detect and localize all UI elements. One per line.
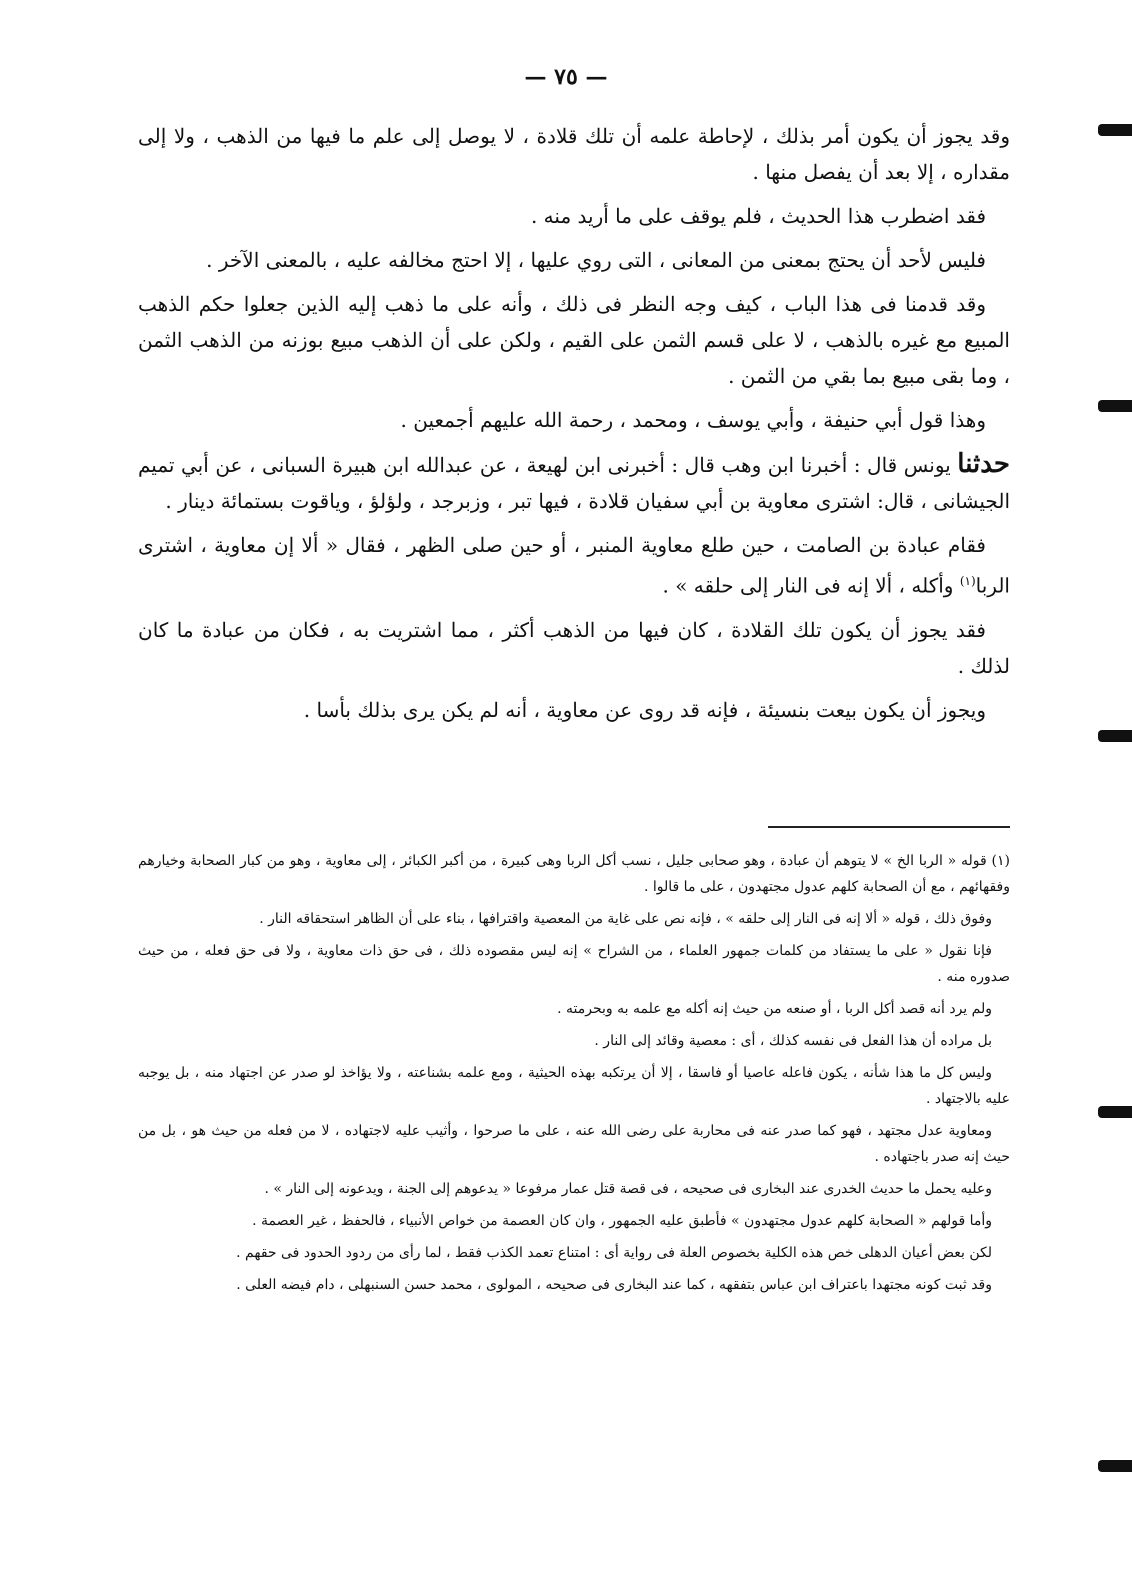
binding-mark <box>1098 124 1132 136</box>
footnote: بل مراده أن هذا الفعل فى نفسه كذلك ، أى : معصية وقائد إلى النار . <box>594 1033 992 1049</box>
paragraph: وقد قدمنا فى هذا الباب ، كيف وجه النظر فى ذلك ، وأنه على ما ذهب إليه الذين جعلوا حكم الذهب المبيع مع غيره بالذهب ، لا على قسم الثمن على القيم ، ولكن على أن الذهب مبيع بوزنه من الذهب الثمن ، وما بقى مبيع بما بقي من الثمن . <box>138 292 1010 388</box>
main-text <box>138 118 1010 736</box>
footnote-ref: (١) <box>959 574 976 588</box>
footnote: وليس كل ما هذا شأنه ، يكون فاعله عاصيا أو فاسقا ، إلا أن يرتكبه بهذه الحيثية ، ومع علمه بشناعته ، ولا يؤاخذ لو صدر عن اجتهاد منه ، بل يوجبه عليه بالاجتهاد . <box>138 1065 1010 1107</box>
paragraph: فليس لأحد أن يحتج بمعنى من المعانى ، التى روي عليها ، إلا احتج مخالفه عليه ، بالمعنى الآخر . <box>206 248 986 272</box>
footnote: وأما قولهم « الصحابة كلهم عدول مجتهدون » فأطبق عليه الجمهور ، وان كان العصمة من خواص الأنبياء ، فالحفظ ، غير العصمة . <box>252 1213 992 1229</box>
footnote: وفوق ذلك ، قوله « ألا إنه فى النار إلى حلقه » ، فإنه نص على غاية من المعصية واقترافها ، بناء على أن الظاهر استحقاقه النار . <box>259 911 992 927</box>
paragraph-part: فقام عبادة بن الصامت ، حين طلع معاوية المنبر ، أو حين صلى الظهر ، فقال « ألا إن معاوية ، اشترى الربا <box>138 533 1010 598</box>
hadith-paragraph <box>138 446 1010 519</box>
footnote: وعليه يحمل ما حديث الخدرى عند البخارى فى صحيحه ، فى قصة قتل عمار مرفوعا « يدعوهم إلى الجنة ، ويدعونه إلى النار » . <box>264 1181 992 1197</box>
footnote: ومعاوية عدل مجتهد ، فهو كما صدر عنه فى محاربة على رضى الله عنه ، على ما صرحوا ، وأثيب عليه لاجتهاده ، لا من فعله من حيث هو ، بل من حيث إنه صدر باجتهاده . <box>138 1123 1010 1165</box>
footnote: لكن بعض أعيان الدهلى خص هذه الكلية بخصوص العلة فى رواية أى : امتناع تعمد الكذب فقط ، لما رأى من ردود الحدود فى حقهم . <box>236 1245 992 1261</box>
binding-mark <box>1098 1460 1132 1472</box>
paragraph: فقد اضطرب هذا الحديث ، فلم يوقف على ما أريد منه . <box>530 204 986 228</box>
hadith-label: حدثنا <box>957 449 1010 479</box>
paragraph: فقد يجوز أن يكون تلك القلادة ، كان فيها من الذهب أكثر ، مما اشتريت به ، فكان من عبادة ما كان لذلك . <box>138 617 1010 678</box>
footnote: وقد ثبت كونه مجتهدا باعتراف ابن عباس بتفقهه ، كما عند البخارى فى صحيحه ، المولوى ، محمد حسن السنبهلى ، دام فيضه العلى . <box>236 1277 992 1293</box>
paragraph: وقد يجوز أن يكون أمر بذلك ، لإحاطة علمه أن تلك قلادة ، لا يوصل إلى علم ما فيها من الذهب ، ولا إلى مقداره ، إلا بعد أن يفصل منها . <box>138 124 1010 184</box>
footnote-divider <box>768 826 1010 828</box>
paragraph: ويجوز أن يكون بيعت بنسيئة ، فإنه قد روى عن معاوية ، أنه لم يكن يرى بذلك بأسا . <box>303 697 986 722</box>
page-number: — ٧٥ — <box>524 64 608 90</box>
footnote: (١) قوله « الربا الخ » لا يتوهم أن عبادة ، وهو صحابى جليل ، نسب أكل الربا وهى كبيرة ، من أكبر الكبائر ، إلى معاوية ، وهو من كبار الصحابة وخيارهم وفقهائهم ، مع أن الصحابة كلهم عدول مجتهدون ، على ما قالوا . <box>138 853 1010 895</box>
hadith-text: يونس قال : أخبرنا ابن وهب قال : أخبرنى ابن لهيعة ، عن عبدالله ابن هبيرة السبانى ، عن أبي تميم الجيشانى ، قال: اشترى معاوية بن أبي سفيان قلادة ، فيها تبر ، وزبرجد ، ولؤلؤ ، وياقوت بستمائة دينار . <box>138 453 1010 513</box>
footnote: ولم يرد أنه قصد أكل الربا ، أو صنعه من حيث إنه أكله مع علمه به وبحرمته . <box>557 1001 992 1017</box>
footnote: فإنا نقول « على ما يستفاد من كلمات جمهور العلماء ، من الشراح » إنه ليس مقصوده ذلك ، فى حق ذات معاوية ، ولا فى حق فعله ، من حيث صدوره منه . <box>138 943 1010 985</box>
binding-mark <box>1098 730 1132 742</box>
paragraph <box>138 527 1010 604</box>
paragraph: وهذا قول أبي حنيفة ، وأبي يوسف ، ومحمد ، رحمة الله عليهم أجمعين . <box>400 408 986 432</box>
footnotes <box>138 848 1010 1304</box>
binding-mark <box>1098 400 1132 412</box>
binding-mark <box>1098 1106 1132 1118</box>
paragraph-part: وأكله ، ألا إنه فى النار إلى حلقه » . <box>662 573 954 598</box>
